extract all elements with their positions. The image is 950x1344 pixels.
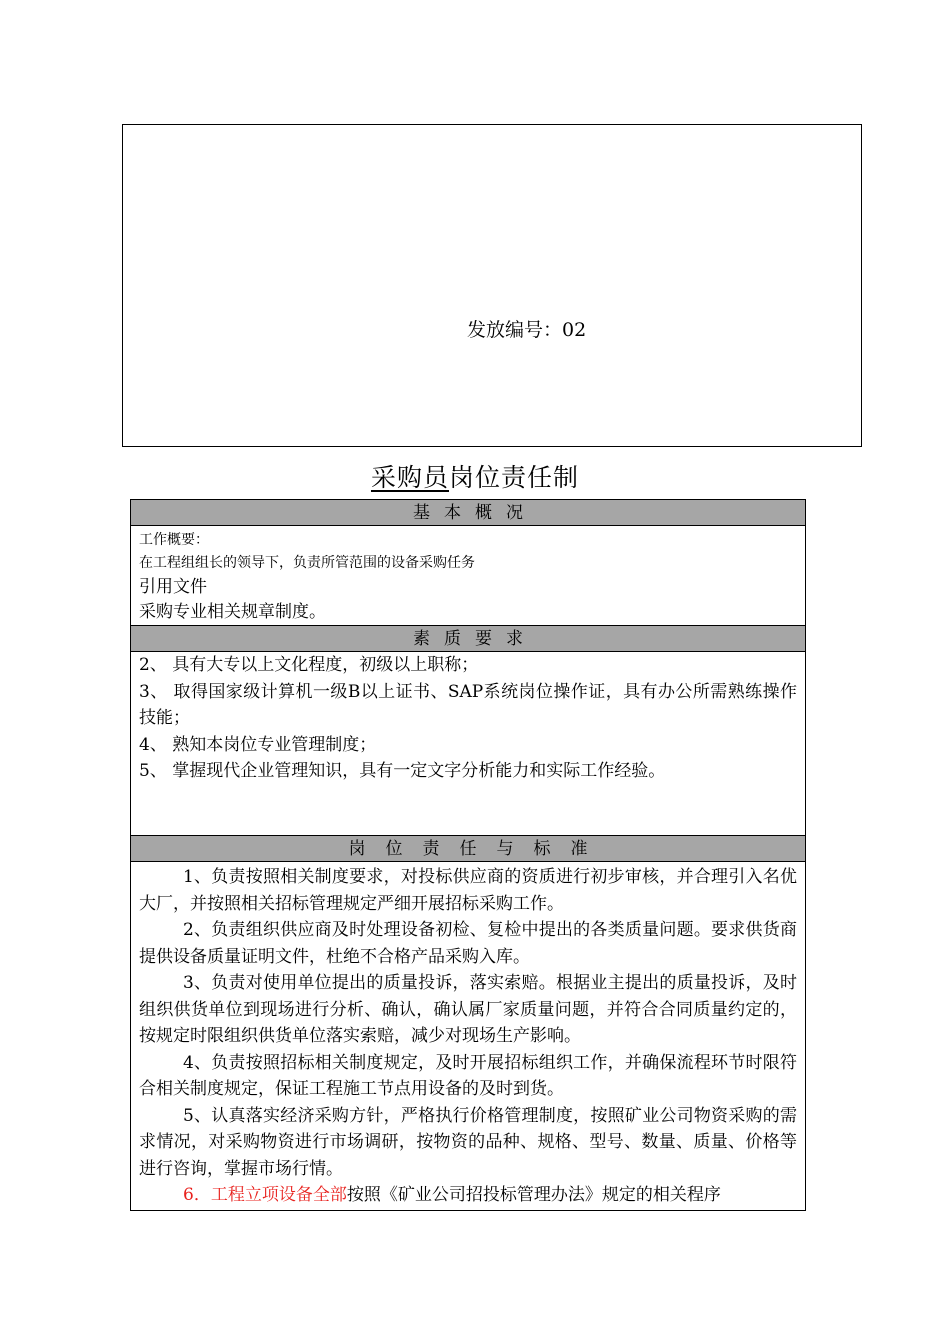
- duty-item: 4、负责按照招标相关制度规定，及时开展招标组织工作，并确保流程环节时限符合相关制度规定，保证工程施工节点用设备的及时到货。: [139, 1052, 797, 1099]
- quality-requirements-cell: [131, 652, 805, 836]
- title-underlined-part: 采购员: [370, 463, 449, 492]
- duty-item-highlight: 6．工程立项设备全部: [183, 1185, 347, 1205]
- duty-item: 2、负责组织供应商及时处理设备初检、复检中提出的各类质量问题。要求供货商提供设备质量证明文件，杜绝不合格产品采购入库。: [139, 920, 797, 967]
- quality-item: 3、 取得国家级计算机一级B以上证书、SAP系统岗位操作证，具有办公所需熟练操作技能；: [139, 681, 797, 728]
- responsibility-table: [130, 499, 806, 1211]
- duty-item-last: [139, 1182, 797, 1209]
- quality-item: 2、 具有大专以上文化程度，初级以上职称；: [139, 655, 479, 675]
- overview-text: 在工程组组长的领导下，负责所管范围的设备采购任务: [139, 555, 475, 571]
- section-header-basic: 基本概况: [131, 500, 805, 526]
- issue-box: [122, 124, 862, 447]
- document-title: [0, 458, 950, 494]
- quality-item: 4、 熟知本岗位专业管理制度；: [139, 734, 377, 755]
- duty-item: 1、负责按照相关制度要求，对投标供应商的资质进行初步审核，并合理引入名优大厂，并按照相关招标管理规定严细开展招标采购工作。: [139, 867, 797, 914]
- duty-standards-cell: [131, 862, 805, 1210]
- overview-label: 工作概要：: [139, 532, 209, 548]
- basic-overview-cell: [131, 526, 805, 626]
- quality-item: 5、 掌握现代企业管理知识，具有一定文字分析能力和实际工作经验。: [139, 761, 666, 781]
- reference-label: 引用文件: [139, 577, 207, 597]
- duty-item: 3、负责对使用单位提出的质量投诉，落实索赔。根据业主提出的质量投诉，及时组织供货单位到现场进行分析、确认，确认属厂家质量问题，并符合合同质量约定的，按规定时限组织供货单位落实索赔，减少对现场生产影响。: [139, 973, 797, 1046]
- reference-text: 采购专业相关规章制度。: [139, 602, 326, 622]
- issue-number: 发放编号：02: [467, 319, 587, 341]
- title-rest: 岗位责任制: [449, 463, 580, 492]
- section-header-quality: 素质要求: [131, 626, 805, 652]
- duty-item: 5、认真落实经济采购方针，严格执行价格管理制度，按照矿业公司物资采购的需求情况，对采购物资进行市场调研，按物资的品种、规格、型号、数量、质量、价格等进行咨询，掌握市场行情。: [139, 1105, 797, 1179]
- section-header-duty: 岗位责任与标准: [131, 836, 805, 862]
- duty-item-rest: 按照《矿业公司招投标管理办法》规定的相关程序: [346, 1185, 721, 1205]
